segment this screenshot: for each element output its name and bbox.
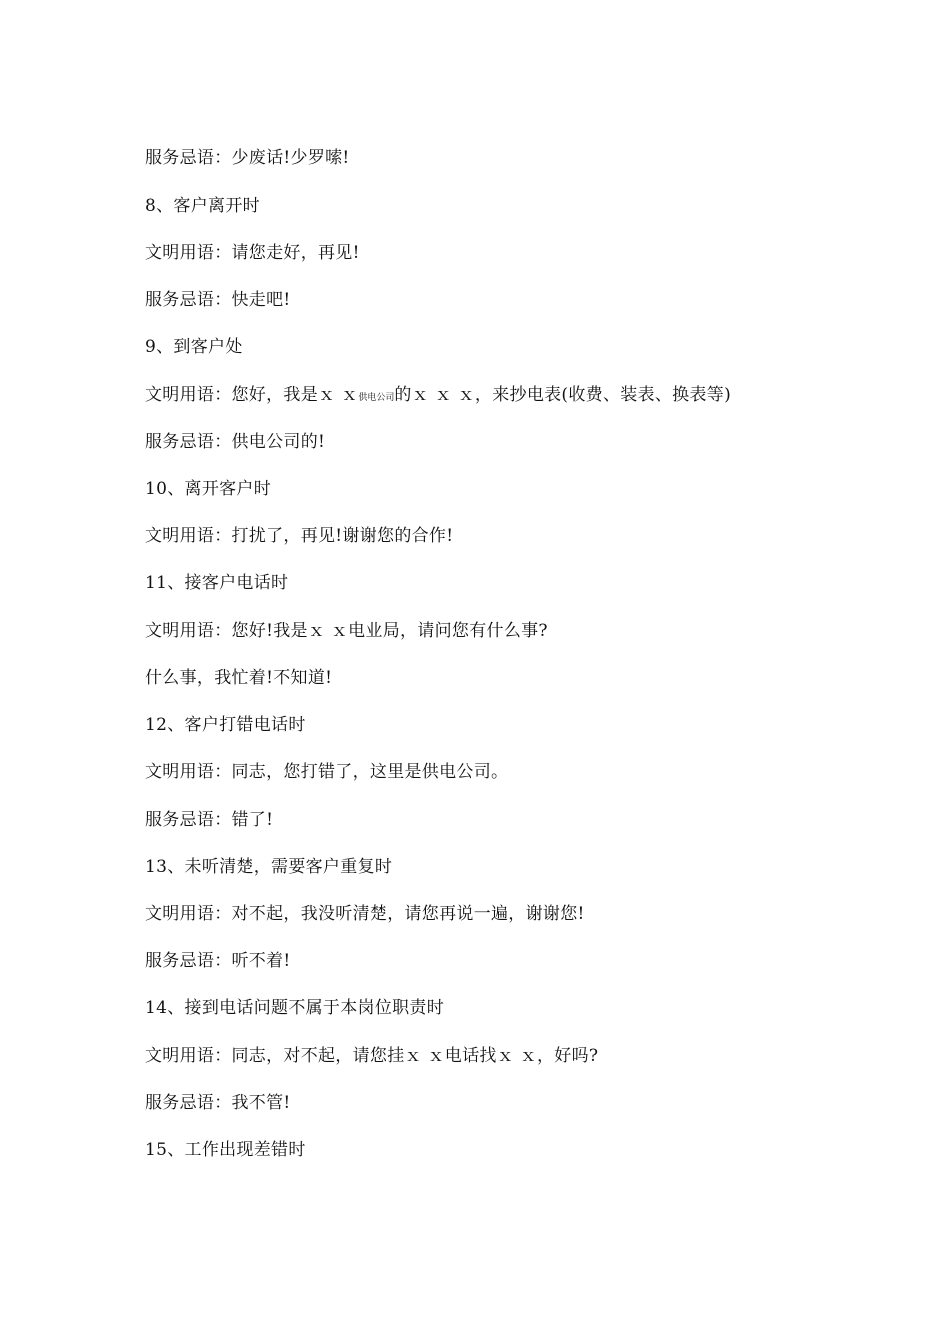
- section-heading: 9、到客户处: [145, 337, 243, 357]
- text-line: 服务忌语：少废话!少罗嗦!: [145, 148, 350, 168]
- text-line: 文明用语：您好!我是ｘ ｘ电业局，请问您有什么事?: [145, 621, 548, 641]
- section-heading: 8、客户离开时: [145, 196, 260, 216]
- text-line: 什么事，我忙着!不知道!: [145, 668, 333, 688]
- text-line: 文明用语：请您走好，再见!: [145, 243, 360, 263]
- text-line: 服务忌语：供电公司的!: [145, 432, 326, 452]
- section-heading: 10、离开客户时: [145, 479, 272, 499]
- text-line: [145, 384, 731, 409]
- small-text-run: 供电公司: [358, 393, 395, 403]
- text-line: 服务忌语：听不着!: [145, 951, 291, 971]
- section-heading: 11、接客户电话时: [145, 573, 289, 593]
- text-line: 文明用语：同志，您打错了，这里是供电公司。: [145, 762, 509, 782]
- text-run: 文明用语：您好，我是ｘ ｘ: [145, 385, 359, 405]
- text-line: 文明用语：对不起，我没听清楚，请您再说一遍，谢谢您!: [145, 904, 585, 924]
- text-line: 服务忌语：错了!: [145, 810, 274, 830]
- text-run: 的ｘ ｘ ｘ，来抄电表(收费、装表、换表等): [394, 385, 731, 405]
- text-line: 文明用语：同志，对不起，请您挂ｘ ｘ电话找ｘ ｘ，好吗?: [145, 1046, 599, 1066]
- text-line: 服务忌语：我不管!: [145, 1093, 291, 1113]
- text-line: 服务忌语：快走吧!: [145, 290, 291, 310]
- text-line: 文明用语：打扰了，再见!谢谢您的合作!: [145, 526, 454, 546]
- section-heading: 12、客户打错电话时: [145, 715, 306, 735]
- section-heading: 14、接到电话问题不属于本岗位职责时: [145, 998, 445, 1018]
- section-heading: 13、未听清楚，需要客户重复时: [145, 857, 393, 877]
- section-heading: 15、工作出现差错时: [145, 1140, 306, 1160]
